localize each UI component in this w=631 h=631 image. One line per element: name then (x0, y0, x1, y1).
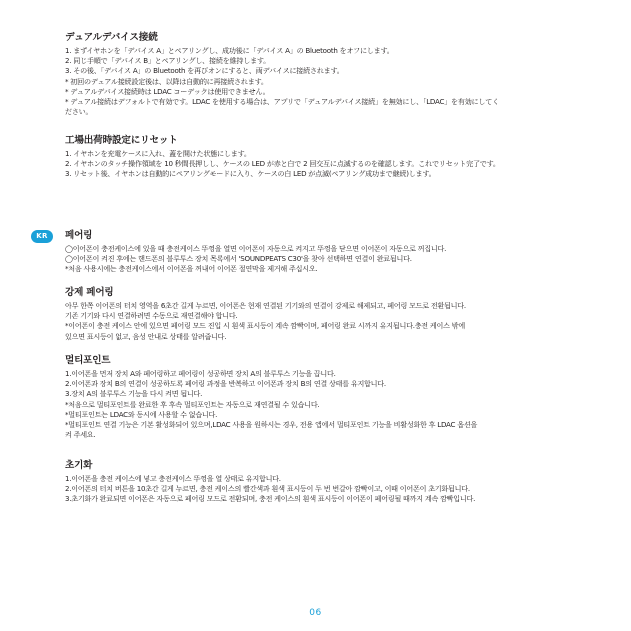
text-line: * 初回のデュアル接続設定後は、以降は自動的に再接続されます。 (65, 76, 268, 86)
jp-section-factory-reset (65, 135, 605, 180)
text-line: 2.이어폰과 장치 B의 연결이 성공하도록 페어링 과정을 반복하고 이어폰과 장치 B의 연결 상태를 유지합니다. (65, 379, 386, 389)
kr-section-multipoint (65, 355, 605, 440)
text-line: 3. リセット後、イヤホンは自動的にペアリングモードに入り、ケースの白 LED が点滅(ペアリング成功まで継続)します。 (65, 169, 436, 179)
text-line: ◯이어폰이 충전케이스에 있을 때 충전케이스 뚜껑을 열면 이어폰이 자동으로 켜지고 뚜껑을 닫으면 이어폰이 자동으로 꺼집니다. (65, 244, 447, 253)
text-line: 1.이어폰을 먼저 장치 A와 페어링하고 페어링이 성공하면 장치 A의 블루투스 기능을 끕니다. (65, 369, 336, 378)
text-line: 1.이어폰을 충전 케이스에 넣고 충전케이스 뚜껑을 열 상태로 유지합니다. (65, 474, 281, 483)
text-line: 1. まずイヤホンを「デバイス A」とペアリングし、成功後に「デバイス A」の Bluetooth をオフにします。 (65, 46, 394, 55)
text-line: 켜 주세요. (65, 430, 96, 440)
text-line: *이어폰이 충전 케이스 안에 있으면 페어링 모드 진입 시 흰색 표시등이 계속 깜빡이며, 페어링 완료 시까지 유지됩니다.충전 케이스 밖에 (65, 321, 465, 331)
text-line: *멀티포인트 연결 기능은 기본 활성화되어 있으며,LDAC 사용을 원하시는 경우, 전용 앱에서 멀티포인트 기능을 비활성화한 후 LDAC 옵션을 (65, 420, 478, 430)
section-heading: 강제 페어링 (65, 287, 114, 298)
text-line: 2.이어폰의 터치 버튼을 10초간 길게 누르면, 충전 케이스의 빨간색과 흰색 표시등이 두 번 번갈아 깜빡이고, 이때 이어폰이 초기화됩니다. (65, 484, 470, 494)
text-line: *처음 사용시에는 충전케이스에서 이어폰을 꺼내어 이어폰 절연막을 제거해 주십시오. (65, 264, 318, 274)
text-line: 아무 한쪽 이어폰의 터치 영역을 6초간 길게 누르면, 이어폰은 현재 연결된 기기와의 연결이 강제로 해제되고, 페어링 모드로 전환됩니다. (65, 301, 466, 310)
text-line: * デュアルデバイス接続時は LDAC コーデックは使用できません。 (65, 86, 270, 96)
section-heading: 초기화 (65, 460, 93, 471)
text-line: ◯이어폰이 켜진 후에는 핸드폰의 블루투스 장치 목록에서 'SOUNDPEATS C30'을 찾아 선택하면 연결이 완료됩니다. (65, 254, 412, 264)
text-line: 2. イヤホンのタッチ操作領域を 10 秒間長押しし、ケースの LED が赤と白で 2 回交互に点滅するのを確認します。これでリセット完了です。 (65, 159, 500, 169)
section-heading: 工場出荷時設定にリセット (65, 135, 178, 146)
text-line: 3.초기화가 완료되면 이어폰은 자동으로 페어링 모드로 전환되며, 충전 케이스의 흰색 표시등이 이어폰이 페어링될 때까지 계속 깜빡입니다. (65, 494, 476, 504)
text-line: * デュアル接続はデフォルトで有効です。LDAC を使用する場合は、アプリで「デュアルデバイス接続」を無効にし、「LDAC」を有効にしてく (65, 97, 499, 107)
text-line: 2. 同じ手順で「デバイス B」とペアリングし、接続を維持します。 (65, 56, 271, 66)
text-line: *멀티포인트는 LDAC와 동시에 사용할 수 없습니다. (65, 409, 218, 419)
text-line: 기존 기기와 다시 연결하려면 수동으로 재연결해야 합니다. (65, 311, 238, 321)
language-badge: KR (31, 230, 53, 243)
text-line: *처음으로 멀티포인트를 완료한 후 후속 멀티포인트는 자동으로 재연결될 수 있습니다. (65, 399, 320, 409)
kr-section-pairing (65, 230, 605, 275)
text-line: 3. その後、「デバイス A」の Bluetooth を再びオンにすると、両デバイスに接続されます。 (65, 66, 344, 76)
section-heading: デュアルデバイス接続 (65, 32, 158, 43)
section-heading: 멀티포인트 (65, 355, 111, 366)
text-line: 3.장치 A의 블루투스 기능을 다시 켜면 됩니다. (65, 389, 203, 399)
kr-section-reset (65, 460, 605, 505)
page-number: 06 (309, 608, 322, 618)
text-line: 1. イヤホンを充電ケースに入れ、蓋を開けた状態にします。 (65, 149, 251, 158)
jp-section-dual-device (65, 32, 605, 117)
text-line: ださい。 (65, 107, 93, 117)
text-line: 있으면 표시등이 없고, 음성 안내로 상태를 알려줍니다. (65, 331, 227, 341)
section-heading: 페어링 (65, 230, 93, 241)
kr-section-force-pairing (65, 287, 605, 342)
